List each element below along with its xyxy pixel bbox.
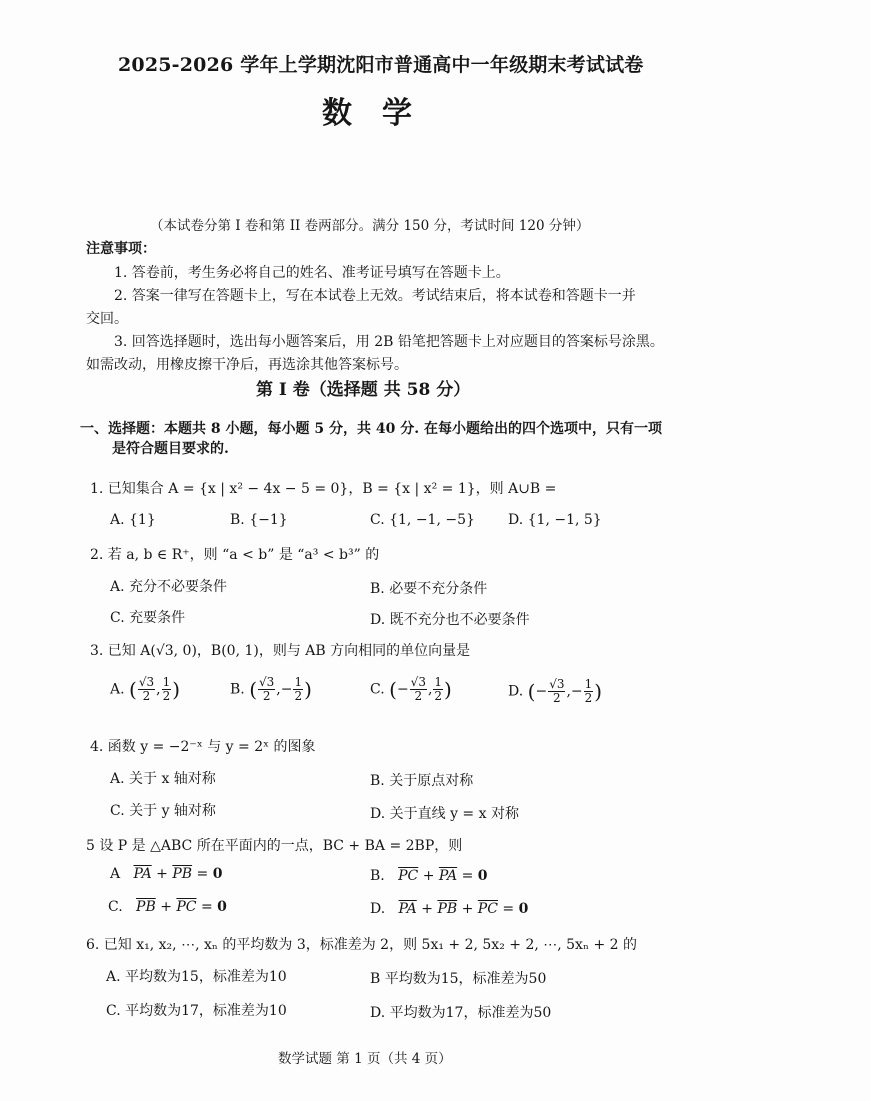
- part-instruction-line1: 一、选择题：本题共 8 小题，每小题 5 分，共 40 分. 在每小题给出的四个选项中，只有一项: [80, 421, 662, 437]
- question-6-option-b: B 平均数为15，标准差为50: [370, 971, 547, 987]
- option-b-label: B.: [230, 681, 245, 698]
- question-6-option-a: A. 平均数为15，标准差为10: [106, 969, 287, 985]
- option-a-label: A.: [110, 681, 125, 698]
- notice-item-3: 3. 回答选择题时，选出每小题答案后，用 2B 铅笔把答题卡上对应题目的答案标号涂黑。: [114, 334, 664, 350]
- question-1-option-b: B. {−1}: [230, 512, 288, 528]
- question-2-stem: 2. 若 a, b ∈ R⁺，则 “a < b” 是 “a³ < b³” 的: [90, 547, 380, 563]
- question-2-option-a: A. 充分不必要条件: [110, 579, 228, 595]
- question-3-option-a: A. ( $\frac{√3}{2}$ , $\frac{1}{2}$ ): [110, 675, 181, 703]
- exam-instruction: （本试卷分第 I 卷和第 II 卷两部分。满分 150 分，考试时间 120 分钟）: [150, 218, 590, 234]
- question-5-option-a: A $\overline{PA} + \overline{PB} = 0$: [110, 866, 223, 882]
- exam-title: 2025-2026 学年上学期沈阳市普通高中一年级期末考试试卷: [118, 54, 644, 76]
- question-2-option-c: C. 充要条件: [110, 610, 186, 626]
- notice-item-2-cont: 交回。: [86, 311, 128, 327]
- notice-item-3-cont: 如需改动，用橡皮擦干净后，再选涂其他答案标号。: [86, 357, 408, 373]
- question-1-option-a: A. {1}: [110, 512, 156, 528]
- question-4-option-d: D. 关于直线 y = x 对称: [370, 806, 519, 822]
- question-5-stem: 5 设 P 是 △ABC 所在平面内的一点，BC + BA = 2BP，则: [86, 838, 463, 854]
- option-d-label: D.: [370, 901, 386, 917]
- option-d-label: D.: [508, 683, 524, 700]
- question-1-stem: 1. 已知集合 A = {x | x² − 4x − 5 = 0}，B = {x | x² = 1}，则 A∪B =: [90, 481, 557, 497]
- question-6-option-d: D. 平均数为17，标准差为50: [370, 1005, 552, 1021]
- notice-item-2: 2. 答案一律写在答题卡上，写在本试卷上无效。考试结束后，将本试卷和答题卡一并: [114, 288, 636, 304]
- notice-item-1: 1. 答卷前，考生务必将自己的姓名、准考证号填写在答题卡上。: [114, 265, 510, 281]
- question-3-stem: 3. 已知 A(√3, 0)，B(0, 1)，则与 AB 方向相同的单位向量是: [90, 643, 471, 659]
- question-5-option-d: D. $\overline{PA} + \overline{PB} + \overline{PC} = 0$: [370, 901, 529, 917]
- question-2-option-d: D. 既不充分也不必要条件: [370, 612, 530, 628]
- question-5-option-c: C. $\overline{PB} + \overline{PC} = 0$: [108, 899, 227, 915]
- question-2-option-b: B. 必要不充分条件: [370, 581, 488, 597]
- page-footer: 数学试题 第 1 页（共 4 页）: [278, 1051, 452, 1067]
- question-4-stem: 4. 函数 y = −2⁻ˣ 与 y = 2ˣ 的图象: [90, 739, 316, 755]
- question-3-option-d: D. (− $\frac{√3}{2}$ ,− $\frac{1}{2}$ ): [508, 677, 603, 705]
- option-c-label: C.: [370, 681, 385, 698]
- part-instruction-line2: 是符合题目要求的.: [112, 441, 229, 457]
- section-heading: 第 I 卷（选择题 共 58 分）: [256, 380, 471, 400]
- question-3-option-c: C. (− $\frac{√3}{2}$ , $\frac{1}{2}$ ): [370, 675, 452, 703]
- option-c-label: C.: [108, 899, 123, 915]
- question-6-stem: 6. 已知 x₁, x₂, ⋯, xₙ 的平均数为 3，标准差为 2，则 5x₁ + 2, 5x₂ + 2, ⋯, 5xₙ + 2 的: [86, 937, 637, 953]
- question-5-option-b: B. $\overline{PC} + \overline{PA} = 0$: [370, 868, 488, 884]
- question-1-option-d: D. {1, −1, 5}: [508, 512, 602, 528]
- subject-title: 数学: [322, 96, 442, 131]
- question-4-option-a: A. 关于 x 轴对称: [110, 771, 216, 787]
- option-b-label: B.: [370, 868, 385, 884]
- notice-heading: 注意事项：: [86, 241, 156, 257]
- option-a-label: A: [110, 866, 121, 882]
- question-4-option-b: B. 关于原点对称: [370, 773, 474, 789]
- question-6-option-c: C. 平均数为17，标准差为10: [106, 1003, 287, 1019]
- question-4-option-c: C. 关于 y 轴对称: [110, 803, 216, 819]
- question-1-option-c: C. {1, −1, −5}: [370, 512, 475, 528]
- question-3-option-b: B. ( $\frac{√3}{2}$ ,− $\frac{1}{2}$ ): [230, 675, 312, 703]
